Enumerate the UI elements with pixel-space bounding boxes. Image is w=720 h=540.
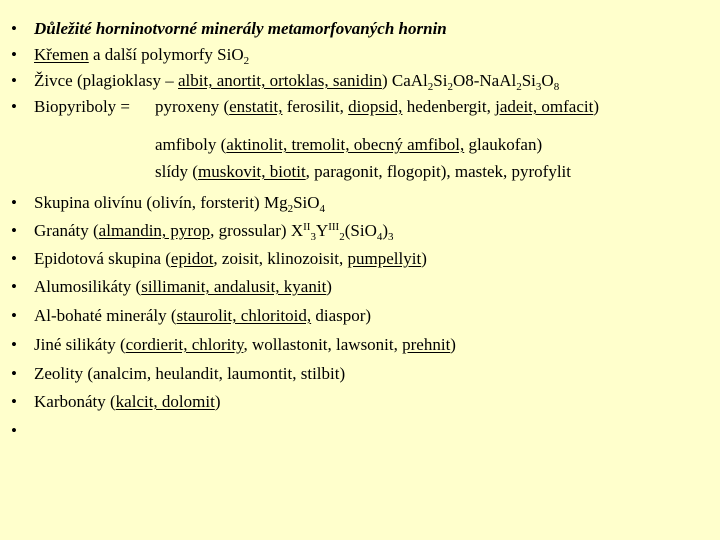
text-span: O <box>231 45 244 64</box>
underlined-term: sillimanit, andalusit, kyanit <box>141 277 327 296</box>
text-span: ) <box>450 335 456 354</box>
underlined-term: enstatit, <box>229 97 283 116</box>
text-span: Jiné silikáty ( <box>34 335 126 354</box>
text-span: O <box>307 193 320 212</box>
text-span: Si <box>433 71 448 90</box>
underlined-term: muskovit, biotit <box>197 162 306 181</box>
item-text <box>34 246 427 272</box>
item-text-slidy <box>155 159 571 185</box>
bullet: • <box>11 392 17 411</box>
text-span: Živce (plagioklasy – <box>34 71 178 90</box>
text-span: Granáty ( <box>34 221 99 240</box>
subscript: 3 <box>388 231 394 243</box>
bullet: • <box>11 97 17 116</box>
subscript: 2 <box>427 81 434 93</box>
bullet: • <box>11 421 17 440</box>
text-span: Karbonáty ( <box>34 392 116 411</box>
subscript: 4 <box>376 231 383 243</box>
underlined-term: staurolit, chloritoid, <box>176 306 312 325</box>
text-span: Al <box>499 71 517 90</box>
text-span: , wollastonit, lawsonit, <box>243 335 403 354</box>
subscript: 8 <box>553 81 560 93</box>
subscript: 2 <box>243 55 250 67</box>
text-span: ferosilit, <box>282 97 349 116</box>
text-span: ) <box>593 97 599 116</box>
bullet: • <box>11 19 17 38</box>
bullet: • <box>11 364 17 383</box>
text-span: Y <box>315 221 329 240</box>
item-text <box>34 303 371 329</box>
subscript: 2 <box>447 81 453 93</box>
underlined-term: cordierit, chlority <box>125 335 244 354</box>
text-span: Skupina olivínu (olivín, forsterit) Mg <box>34 193 288 212</box>
text-span: ) Ca <box>381 71 411 90</box>
underlined-term: almandin, pyrop <box>98 221 211 240</box>
bullet: • <box>11 249 17 268</box>
text-span: Si <box>293 193 308 212</box>
text-span: O <box>364 221 377 240</box>
subscript: 3 <box>310 231 316 243</box>
text-span: Epidotová skupina ( <box>34 249 171 268</box>
subscript: 3 <box>535 81 542 93</box>
underlined-term: jadeit, omfacit <box>495 97 594 116</box>
text-span: ) <box>214 392 221 411</box>
item-text-amfiboly <box>155 132 542 158</box>
bullet: • <box>11 277 17 296</box>
text-span: O <box>541 71 554 90</box>
text-span: amfiboly ( <box>155 135 227 154</box>
underlined-term: aktinolit, tremolit, obecný amfibol, <box>226 135 465 154</box>
text-span: a další polymorfy Si <box>88 45 232 64</box>
slide-title: Důležité horninotvorné minerály metamorfovaných hornin <box>34 19 447 38</box>
item-text <box>34 42 249 68</box>
item-text <box>34 389 221 415</box>
superscript: III <box>328 221 340 233</box>
underlined-term: albit, anortit, ortoklas, sanidin <box>178 71 382 90</box>
text-span: ) <box>326 277 332 296</box>
text-span: O8-Na <box>452 71 500 90</box>
bullet: • <box>11 221 17 240</box>
underlined-term: epidot <box>170 249 214 268</box>
underlined-term: pumpellyit <box>347 249 422 268</box>
bullet: • <box>11 71 17 90</box>
subscript: 2 <box>287 203 294 215</box>
item-text <box>34 218 394 244</box>
item-text <box>34 332 456 358</box>
superscript: II <box>303 221 311 233</box>
item-text <box>34 274 332 300</box>
bullet: • <box>11 45 17 64</box>
text-span: , grossular) X <box>210 221 304 240</box>
bullet: • <box>11 306 17 325</box>
text-span: Alumosilikáty ( <box>34 277 142 296</box>
text-span: (Si <box>344 221 365 240</box>
text-span: Biopyriboly = <box>34 97 131 116</box>
text-span: hedenbergit, <box>402 97 496 116</box>
item-text: Zeolity (analcim, heulandit, laumontit, stilbit) <box>34 364 346 383</box>
item-text <box>34 190 325 216</box>
text-span: pyroxeny ( <box>155 97 230 116</box>
underlined-term: prehnit <box>402 335 451 354</box>
text-span: ) <box>421 249 427 268</box>
text-span: Al <box>410 71 428 90</box>
subscript: 4 <box>319 203 326 215</box>
text-span: diaspor) <box>311 306 372 325</box>
text-span: Si <box>521 71 536 90</box>
text-span: , zoisit, klinozoisit, <box>213 249 348 268</box>
item-text-pyroxeny <box>155 94 599 120</box>
underlined-term: diopsid, <box>348 97 403 116</box>
text-span: ) <box>382 221 389 240</box>
text-span: Al-bohaté minerály ( <box>34 306 177 325</box>
text-span: slídy ( <box>155 162 198 181</box>
item-text <box>34 68 559 94</box>
text-span: glaukofan) <box>464 135 543 154</box>
bullet: • <box>11 335 17 354</box>
bullet: • <box>11 193 17 212</box>
text-span: , paragonit, flogopit), mastek, pyrofylit <box>305 162 572 181</box>
underlined-term: Křemen <box>34 45 89 64</box>
subscript: 2 <box>516 81 522 93</box>
item-text <box>34 94 130 120</box>
subscript: 2 <box>339 231 345 243</box>
underlined-term: kalcit, dolomit <box>115 392 215 411</box>
